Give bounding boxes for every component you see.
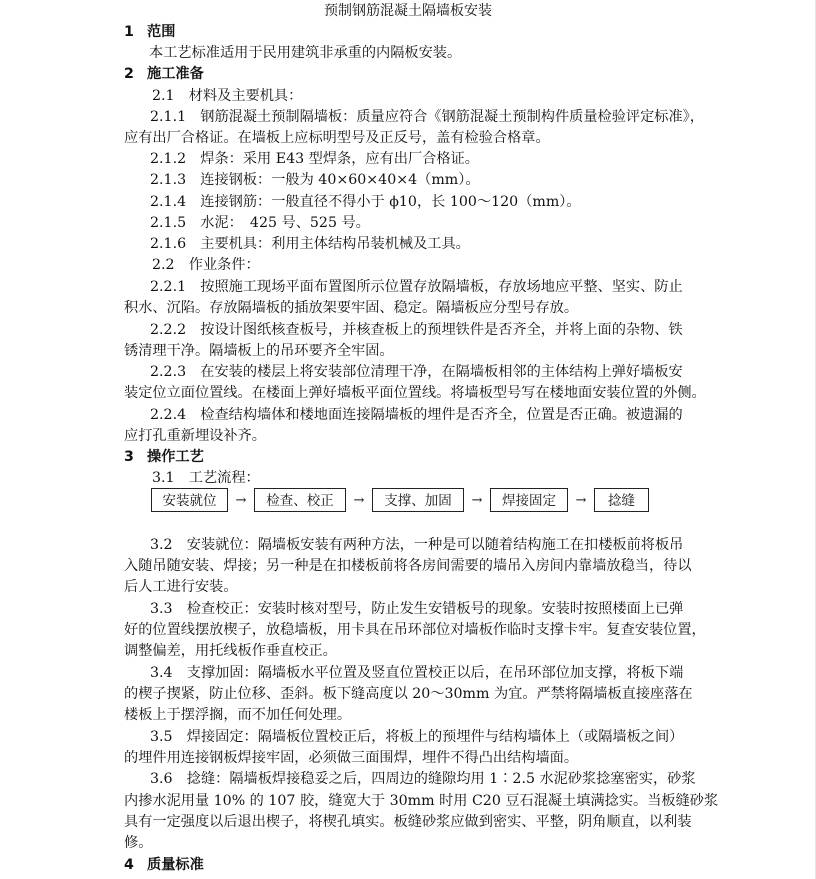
paragraph-line: 3.5 焊接固定：隔墙板位置校正后，将板上的预埋件与结构墙体上（或隔墙板之间） [150, 729, 684, 745]
paragraph-line: 好的位置线摆放楔子，放稳墙板，用卡具在吊环部位对墙板作临时支撑卡牢。复查安装位置， [124, 622, 706, 638]
paragraph-line: 的埋件用连接钢板焊接牢固，必须做三面围焊，埋件不得凸出结构墙面。 [124, 750, 579, 766]
section-title: 操作工艺 [147, 449, 204, 465]
paragraph-line: 应打孔重新埋设补齐。 [124, 428, 266, 444]
paragraph-line: 2.1.4 连接钢筋：一般直径不得小于 ϕ10，长 100～120（mm）。 [150, 194, 581, 210]
paragraph-line: 后人工进行安装。 [124, 579, 238, 595]
section-4-heading [124, 855, 204, 875]
paragraph-line: 2.1.5 水泥： 425 号、525 号。 [150, 215, 370, 231]
flow-step-install: 安装就位 [151, 488, 228, 512]
section-title: 施工准备 [147, 66, 204, 82]
paragraph-line: 修。 [124, 835, 153, 851]
paragraph-line: 入随吊随安装、焊接；另一种是在扣楼板前将各房间需要的墙吊入房间内靠墙放稳当，待以 [124, 558, 692, 574]
flow-arrow-icon: → [471, 492, 483, 508]
paragraph-line: 3.2 安装就位：隔墙板安装有两种方法，一种是可以随着结构施工在扣楼板前将板吊 [150, 537, 684, 553]
paragraph-line: 2.2.1 按照施工现场平面布置图所示位置存放隔墙板，存放场地应平整、坚实、防止 [150, 279, 683, 295]
section-number: 1 [124, 24, 134, 40]
section-number: 3 [124, 449, 134, 465]
paragraph-line: 2.1.3 连接钢板：一般为 40×60×40×4（mm）。 [150, 172, 480, 188]
document-title: 预制钢筋混凝土隔墙板安装 [324, 3, 492, 19]
section-number: 2 [124, 66, 134, 82]
section-number: 4 [124, 857, 134, 873]
flow-arrow-icon: → [235, 492, 247, 508]
section-title: 质量标准 [147, 857, 204, 873]
paragraph-line: 的楔子揳紧，防止位移、歪斜。板下缝高度以 20～30mm 为宜。严禁将隔墙板直接座落在 [124, 686, 693, 702]
subheading-2-1: 2.1 材料及主要机具： [152, 88, 303, 104]
subheading-3-1: 3.1 工艺流程： [152, 470, 260, 486]
paragraph-line: 2.1.1 钢筋混凝土预制隔墙板：质量应符合《钢筋混凝土预制构件质量检验评定标准》， [150, 109, 704, 125]
flow-arrow-icon: → [353, 492, 365, 508]
paragraph-line: 2.2.2 按设计图纸核查板号，并核查板上的预埋铁件是否齐全，并将上面的杂物、铁 [150, 322, 683, 338]
section-3-heading [124, 447, 204, 467]
flow-arrow-icon: → [575, 492, 587, 508]
paragraph-line: 锈清理干净。隔墙板上的吊环要齐全牢固。 [124, 343, 394, 359]
flow-step-caulk: 捻缝 [594, 488, 649, 512]
paragraph-line: 应有出厂合格证。在墙板上应标明型号及正反号，盖有检验合格章。 [124, 130, 550, 146]
paragraph-line: 内掺水泥用量 10% 的 107 胶，缝宽大于 30mm 时用 C20 豆石混凝土填满捻实。当板缝砂浆 [124, 793, 719, 809]
process-flowchart [151, 487, 649, 513]
section-1-heading [124, 22, 175, 42]
paragraph-line: 具有一定强度以后退出楔子，将楔孔填实。板缝砂浆应做到密实、平整，阴角顺直，以利装 [124, 814, 692, 830]
paragraph-line: 2.2.4 检查结构墙体和楼地面连接隔墙板的埋件是否齐全，位置是否正确。被遗漏的 [150, 407, 683, 423]
paragraph: 本工艺标准适用于民用建筑非承重的内隔板安装。 [149, 45, 462, 61]
paragraph-line: 2.1.2 焊条：采用 E43 型焊条，应有出厂合格证。 [150, 151, 479, 167]
paragraph-line: 楼板上于摆浮搁，而不加任何处理。 [124, 707, 352, 723]
section-title: 范围 [147, 24, 176, 40]
paragraph-line: 2.2.3 在安装的楼层上将安装部位清理干净，在隔墙板相邻的主体结构上弹好墙板安 [150, 364, 683, 380]
paragraph-line: 3.6 捻缝：隔墙板焊接稳妥之后，四周边的缝隙均用 1∶2.5 水泥砂浆捻塞密实，砂浆 [150, 771, 696, 787]
paragraph-line: 调整偏差，用托线板作垂直校正。 [124, 643, 337, 659]
section-2-heading [124, 64, 204, 84]
paragraph-line: 3.3 检查校正：安装时核对型号，防止发生安错板号的现象。安装时按照楼面上已弹 [150, 601, 684, 617]
subheading-2-2: 2.2 作业条件： [152, 257, 260, 273]
paragraph-line: 2.1.6 主要机具：利用主体结构吊装机械及工具。 [150, 236, 470, 252]
flow-step-support: 支撑、加固 [372, 488, 464, 512]
flow-step-weld: 焊接固定 [490, 488, 568, 512]
paragraph-line: 3.4 支撑加固：隔墙板水平位置及竖直位置校正以后，在吊环部位加支撑，将板下端 [150, 665, 684, 681]
flow-step-check: 检查、校正 [254, 488, 346, 512]
paragraph-line: 积水、沉陷。存放隔墙板的插放架要牢固、稳定。隔墙板应分型号存放。 [124, 300, 579, 316]
paragraph-line: 装定位立面位置线。在楼面上弹好墙板平面位置线。将墙板型号写在楼地面安装位置的外侧。 [124, 385, 706, 401]
